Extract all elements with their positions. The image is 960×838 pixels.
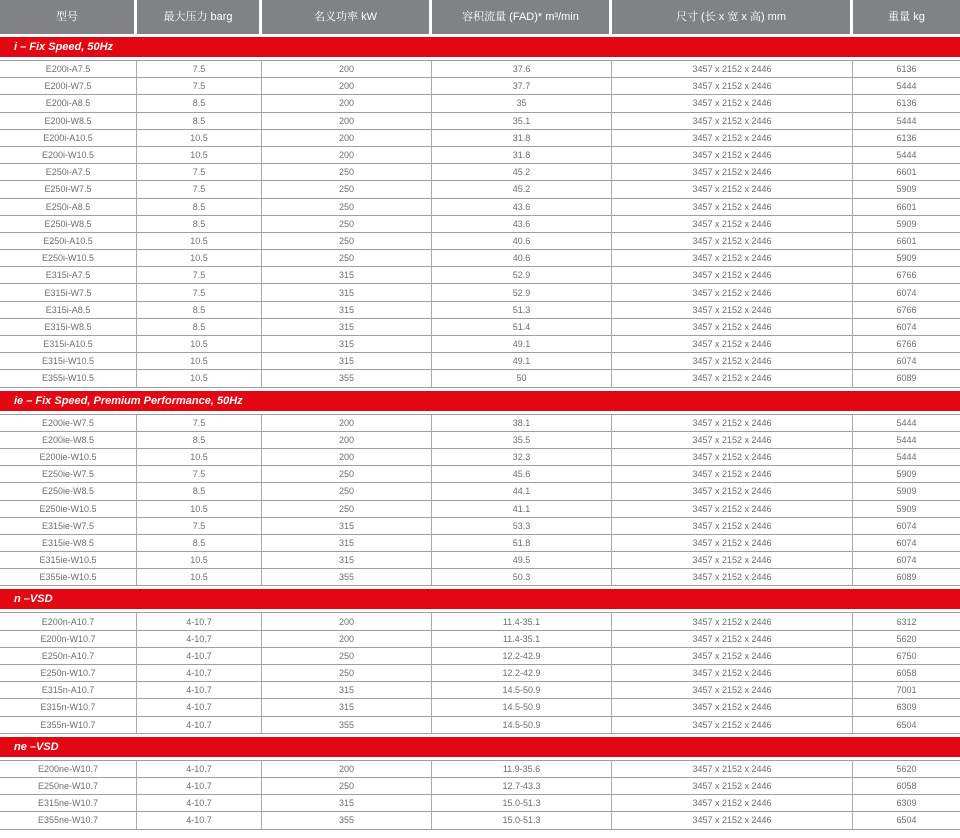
max-pressure-cell: 10.5: [137, 501, 262, 517]
nominal-power-cell: 250: [262, 250, 432, 266]
table-row: [0, 302, 960, 319]
dimensions-cell: 3457 x 2152 x 2446: [612, 267, 853, 283]
column-header-dimensions: 尺寸 (长 x 宽 x 高) mm: [612, 0, 853, 34]
model-cell: E355ne-W10.7: [0, 812, 137, 828]
weight-cell: 6136: [896, 98, 917, 109]
weight-cell: 5444: [896, 417, 917, 428]
max-pressure-cell: 10.5: [137, 552, 262, 568]
dimensions-cell: 3457 x 2152 x 2446: [612, 147, 853, 163]
table-row: [0, 250, 960, 267]
dimensions-cell: 3457 x 2152 x 2446: [612, 181, 853, 197]
max-pressure-cell: 10.5: [137, 233, 262, 249]
nominal-power-cell: 200: [262, 449, 432, 465]
model-cell: E315ie-W7.5: [0, 518, 137, 534]
weight-cell: 6766: [896, 339, 917, 350]
model-cell: E315i-A8.5: [0, 302, 137, 318]
model-cell: E250i-A7.5: [0, 164, 137, 180]
weight-cell: 6504: [896, 719, 917, 730]
nominal-power-cell: 315: [262, 284, 432, 300]
table-row: [0, 336, 960, 353]
fad-flow-cell: 37.6: [432, 61, 612, 77]
model-cell: E250ie-W8.5: [0, 483, 137, 499]
dimensions-cell: 3457 x 2152 x 2446: [612, 415, 853, 431]
fad-flow-cell: 50.3: [432, 569, 612, 585]
fad-flow-cell: 43.6: [432, 216, 612, 232]
model-cell: E355ie-W10.5: [0, 569, 137, 585]
nominal-power-cell: 250: [262, 199, 432, 215]
max-pressure-cell: 4-10.7: [137, 717, 262, 733]
weight-cell: 6601: [896, 167, 917, 178]
model-cell: E355n-W10.7: [0, 717, 137, 733]
max-pressure-cell: 10.5: [137, 336, 262, 352]
nominal-power-cell: 315: [262, 302, 432, 318]
weight-cell: 6074: [896, 321, 917, 332]
dimensions-cell: 3457 x 2152 x 2446: [612, 250, 853, 266]
weight-cell: 6601: [896, 235, 917, 246]
weight-cell: 6601: [896, 201, 917, 212]
fad-flow-cell: 37.7: [432, 78, 612, 94]
weight-cell: 5444: [896, 81, 917, 92]
section-header-band: n –VSD: [0, 589, 960, 609]
dimensions-cell: 3457 x 2152 x 2446: [612, 466, 853, 482]
dimensions-cell: 3457 x 2152 x 2446: [612, 199, 853, 215]
weight-cell: 6074: [896, 555, 917, 566]
weight-cell: 6136: [896, 64, 917, 75]
dimensions-cell: 3457 x 2152 x 2446: [612, 216, 853, 232]
max-pressure-cell: 8.5: [137, 302, 262, 318]
fad-flow-cell: 52.9: [432, 284, 612, 300]
fad-flow-cell: 51.8: [432, 535, 612, 551]
table-row: [0, 717, 960, 734]
nominal-power-cell: 315: [262, 682, 432, 698]
nominal-power-cell: 315: [262, 319, 432, 335]
fad-flow-cell: 32.3: [432, 449, 612, 465]
nominal-power-cell: 250: [262, 181, 432, 197]
max-pressure-cell: 7.5: [137, 61, 262, 77]
dimensions-cell: 3457 x 2152 x 2446: [612, 682, 853, 698]
table-row: [0, 164, 960, 181]
column-header-fad-flow: 容积流量 (FAD)* m³/min: [432, 0, 612, 34]
weight-cell: 5444: [896, 452, 917, 463]
fad-flow-cell: 14.5-50.9: [432, 682, 612, 698]
table-header-row: [0, 0, 960, 34]
table-row: [0, 432, 960, 449]
max-pressure-cell: 10.5: [137, 370, 262, 386]
dimensions-cell: 3457 x 2152 x 2446: [612, 812, 853, 828]
model-cell: E315i-W8.5: [0, 319, 137, 335]
weight-cell: 6058: [896, 668, 917, 679]
nominal-power-cell: 315: [262, 795, 432, 811]
model-cell: E200n-W10.7: [0, 631, 137, 647]
dimensions-cell: 3457 x 2152 x 2446: [612, 552, 853, 568]
dimensions-cell: 3457 x 2152 x 2446: [612, 569, 853, 585]
fad-flow-cell: 40.6: [432, 233, 612, 249]
model-cell: E250ne-W10.7: [0, 778, 137, 794]
weight-cell: 6766: [896, 304, 917, 315]
table-row: [0, 631, 960, 648]
dimensions-cell: 3457 x 2152 x 2446: [612, 336, 853, 352]
table-row: [0, 147, 960, 164]
weight-cell: 5444: [896, 150, 917, 161]
model-cell: E315i-A7.5: [0, 267, 137, 283]
model-cell: E315n-W10.7: [0, 699, 137, 715]
fad-flow-cell: 35.1: [432, 113, 612, 129]
dimensions-cell: 3457 x 2152 x 2446: [612, 449, 853, 465]
fad-flow-cell: 50: [432, 370, 612, 386]
nominal-power-cell: 250: [262, 216, 432, 232]
max-pressure-cell: 4-10.7: [137, 778, 262, 794]
section-header-band: ne –VSD: [0, 737, 960, 757]
max-pressure-cell: 8.5: [137, 199, 262, 215]
nominal-power-cell: 200: [262, 130, 432, 146]
dimensions-cell: 3457 x 2152 x 2446: [612, 613, 853, 629]
dimensions-cell: 3457 x 2152 x 2446: [612, 648, 853, 664]
nominal-power-cell: 315: [262, 535, 432, 551]
nominal-power-cell: 250: [262, 665, 432, 681]
max-pressure-cell: 7.5: [137, 518, 262, 534]
model-cell: E200i-A7.5: [0, 61, 137, 77]
table-row: [0, 415, 960, 432]
table-row: [0, 682, 960, 699]
model-cell: E200ne-W10.7: [0, 761, 137, 777]
column-header-max-pressure: 最大压力 barg: [137, 0, 262, 34]
max-pressure-cell: 7.5: [137, 267, 262, 283]
model-cell: E315i-W10.5: [0, 353, 137, 369]
max-pressure-cell: 10.5: [137, 147, 262, 163]
max-pressure-cell: 4-10.7: [137, 665, 262, 681]
nominal-power-cell: 200: [262, 761, 432, 777]
bottom-spacer: [0, 830, 960, 838]
table-row: [0, 284, 960, 301]
model-cell: E315i-A10.5: [0, 336, 137, 352]
nominal-power-cell: 315: [262, 552, 432, 568]
max-pressure-cell: 7.5: [137, 466, 262, 482]
max-pressure-cell: 4-10.7: [137, 699, 262, 715]
nominal-power-cell: 200: [262, 415, 432, 431]
nominal-power-cell: 315: [262, 336, 432, 352]
model-cell: E200i-W7.5: [0, 78, 137, 94]
weight-cell: 6074: [896, 356, 917, 367]
fad-flow-cell: 11.4-35.1: [432, 613, 612, 629]
max-pressure-cell: 4-10.7: [137, 682, 262, 698]
weight-cell: 7001: [896, 685, 917, 696]
nominal-power-cell: 250: [262, 233, 432, 249]
model-cell: E200ie-W8.5: [0, 432, 137, 448]
table-row: [0, 199, 960, 216]
fad-flow-cell: 31.8: [432, 130, 612, 146]
fad-flow-cell: 43.6: [432, 199, 612, 215]
fad-flow-cell: 41.1: [432, 501, 612, 517]
table-row: [0, 449, 960, 466]
dimensions-cell: 3457 x 2152 x 2446: [612, 130, 853, 146]
nominal-power-cell: 250: [262, 778, 432, 794]
max-pressure-cell: 7.5: [137, 164, 262, 180]
table-row: [0, 130, 960, 147]
fad-flow-cell: 12.7-43.3: [432, 778, 612, 794]
table-row: [0, 518, 960, 535]
model-cell: E250n-A10.7: [0, 648, 137, 664]
fad-flow-cell: 11.4-35.1: [432, 631, 612, 647]
dimensions-cell: 3457 x 2152 x 2446: [612, 233, 853, 249]
dimensions-cell: 3457 x 2152 x 2446: [612, 483, 853, 499]
nominal-power-cell: 200: [262, 432, 432, 448]
model-cell: E200i-A10.5: [0, 130, 137, 146]
model-cell: E250i-W7.5: [0, 181, 137, 197]
table-row: [0, 216, 960, 233]
nominal-power-cell: 200: [262, 78, 432, 94]
section-rows: [0, 760, 960, 830]
max-pressure-cell: 8.5: [137, 95, 262, 111]
table-row: [0, 319, 960, 336]
max-pressure-cell: 7.5: [137, 78, 262, 94]
column-header-model: 型号: [0, 0, 137, 34]
fad-flow-cell: 15.0-51.3: [432, 795, 612, 811]
dimensions-cell: 3457 x 2152 x 2446: [612, 501, 853, 517]
table-row: [0, 665, 960, 682]
max-pressure-cell: 8.5: [137, 113, 262, 129]
fad-flow-cell: 14.5-50.9: [432, 717, 612, 733]
fad-flow-cell: 53.3: [432, 518, 612, 534]
weight-cell: 5909: [896, 253, 917, 264]
fad-flow-cell: 49.5: [432, 552, 612, 568]
fad-flow-cell: 49.1: [432, 353, 612, 369]
table-row: [0, 113, 960, 130]
dimensions-cell: 3457 x 2152 x 2446: [612, 535, 853, 551]
nominal-power-cell: 250: [262, 648, 432, 664]
table-row: [0, 61, 960, 78]
dimensions-cell: 3457 x 2152 x 2446: [612, 319, 853, 335]
nominal-power-cell: 315: [262, 353, 432, 369]
section-rows: [0, 612, 960, 733]
fad-flow-cell: 52.9: [432, 267, 612, 283]
model-cell: E250ie-W10.5: [0, 501, 137, 517]
model-cell: E250ie-W7.5: [0, 466, 137, 482]
weight-cell: 5620: [896, 763, 917, 774]
weight-cell: 5444: [896, 115, 917, 126]
table-row: [0, 267, 960, 284]
model-cell: E200ie-W7.5: [0, 415, 137, 431]
nominal-power-cell: 250: [262, 164, 432, 180]
dimensions-cell: 3457 x 2152 x 2446: [612, 665, 853, 681]
table-row: [0, 795, 960, 812]
weight-cell: 6074: [896, 520, 917, 531]
max-pressure-cell: 4-10.7: [137, 761, 262, 777]
weight-cell: 5909: [896, 486, 917, 497]
model-cell: E200n-A10.7: [0, 613, 137, 629]
model-cell: E200i-W10.5: [0, 147, 137, 163]
nominal-power-cell: 200: [262, 61, 432, 77]
weight-cell: 6089: [896, 572, 917, 583]
table-row: [0, 95, 960, 112]
max-pressure-cell: 7.5: [137, 415, 262, 431]
model-cell: E250i-W8.5: [0, 216, 137, 232]
nominal-power-cell: 200: [262, 631, 432, 647]
max-pressure-cell: 7.5: [137, 284, 262, 300]
fad-flow-cell: 15.0-51.3: [432, 812, 612, 828]
weight-cell: 6074: [896, 287, 917, 298]
nominal-power-cell: 250: [262, 483, 432, 499]
dimensions-cell: 3457 x 2152 x 2446: [612, 761, 853, 777]
model-cell: E250i-A8.5: [0, 199, 137, 215]
model-cell: E315ie-W10.5: [0, 552, 137, 568]
dimensions-cell: 3457 x 2152 x 2446: [612, 353, 853, 369]
fad-flow-cell: 38.1: [432, 415, 612, 431]
nominal-power-cell: 200: [262, 113, 432, 129]
fad-flow-cell: 44.1: [432, 483, 612, 499]
dimensions-cell: 3457 x 2152 x 2446: [612, 113, 853, 129]
fad-flow-cell: 31.8: [432, 147, 612, 163]
model-cell: E355i-W10.5: [0, 370, 137, 386]
dimensions-cell: 3457 x 2152 x 2446: [612, 699, 853, 715]
weight-cell: 5909: [896, 469, 917, 480]
max-pressure-cell: 10.5: [137, 250, 262, 266]
nominal-power-cell: 200: [262, 613, 432, 629]
table-row: [0, 552, 960, 569]
table-row: [0, 353, 960, 370]
table-row: [0, 699, 960, 716]
max-pressure-cell: 4-10.7: [137, 795, 262, 811]
fad-flow-cell: 45.2: [432, 181, 612, 197]
section-rows: [0, 414, 960, 587]
weight-cell: 6074: [896, 537, 917, 548]
section-header-band: i – Fix Speed, 50Hz: [0, 37, 960, 57]
model-cell: E200i-A8.5: [0, 95, 137, 111]
fad-flow-cell: 40.6: [432, 250, 612, 266]
table-row: [0, 233, 960, 250]
max-pressure-cell: 8.5: [137, 535, 262, 551]
model-cell: E315ie-W8.5: [0, 535, 137, 551]
section-header-band: ie – Fix Speed, Premium Performance, 50Hz: [0, 391, 960, 411]
nominal-power-cell: 200: [262, 147, 432, 163]
max-pressure-cell: 10.5: [137, 353, 262, 369]
table-row: [0, 501, 960, 518]
table-row: [0, 613, 960, 630]
model-cell: E250i-A10.5: [0, 233, 137, 249]
table-row: [0, 466, 960, 483]
fad-flow-cell: 14.5-50.9: [432, 699, 612, 715]
max-pressure-cell: 8.5: [137, 319, 262, 335]
weight-cell: 6312: [896, 616, 917, 627]
table-row: [0, 569, 960, 586]
weight-cell: 6309: [896, 702, 917, 713]
max-pressure-cell: 8.5: [137, 216, 262, 232]
dimensions-cell: 3457 x 2152 x 2446: [612, 61, 853, 77]
section-rows: [0, 60, 960, 388]
column-header-nominal-power: 名义功率 kW: [262, 0, 432, 34]
nominal-power-cell: 355: [262, 569, 432, 585]
table-row: [0, 483, 960, 500]
fad-flow-cell: 51.4: [432, 319, 612, 335]
weight-cell: 5909: [896, 503, 917, 514]
weight-cell: 6504: [896, 815, 917, 826]
weight-cell: 5909: [896, 184, 917, 195]
table-row: [0, 812, 960, 829]
column-header-weight: 重量 kg: [853, 0, 960, 34]
table-row: [0, 181, 960, 198]
model-cell: E250n-W10.7: [0, 665, 137, 681]
nominal-power-cell: 355: [262, 370, 432, 386]
nominal-power-cell: 250: [262, 466, 432, 482]
dimensions-cell: 3457 x 2152 x 2446: [612, 432, 853, 448]
fad-flow-cell: 12.2-42.9: [432, 665, 612, 681]
dimensions-cell: 3457 x 2152 x 2446: [612, 78, 853, 94]
table-row: [0, 778, 960, 795]
weight-cell: 5444: [896, 434, 917, 445]
model-cell: E315ne-W10.7: [0, 795, 137, 811]
model-cell: E250i-W10.5: [0, 250, 137, 266]
dimensions-cell: 3457 x 2152 x 2446: [612, 631, 853, 647]
model-cell: E200ie-W10.5: [0, 449, 137, 465]
max-pressure-cell: 4-10.7: [137, 812, 262, 828]
weight-cell: 6089: [896, 373, 917, 384]
max-pressure-cell: 4-10.7: [137, 613, 262, 629]
max-pressure-cell: 8.5: [137, 483, 262, 499]
table-row: [0, 535, 960, 552]
max-pressure-cell: 7.5: [137, 181, 262, 197]
weight-cell: 6766: [896, 270, 917, 281]
max-pressure-cell: 10.5: [137, 569, 262, 585]
dimensions-cell: 3457 x 2152 x 2446: [612, 717, 853, 733]
dimensions-cell: 3457 x 2152 x 2446: [612, 95, 853, 111]
fad-flow-cell: 45.2: [432, 164, 612, 180]
fad-flow-cell: 45.6: [432, 466, 612, 482]
model-cell: E315i-W7.5: [0, 284, 137, 300]
max-pressure-cell: 4-10.7: [137, 648, 262, 664]
model-cell: E200i-W8.5: [0, 113, 137, 129]
weight-cell: 5909: [896, 218, 917, 229]
weight-cell: 6750: [896, 650, 917, 661]
table-row: [0, 78, 960, 95]
dimensions-cell: 3457 x 2152 x 2446: [612, 302, 853, 318]
max-pressure-cell: 10.5: [137, 130, 262, 146]
nominal-power-cell: 315: [262, 699, 432, 715]
dimensions-cell: 3457 x 2152 x 2446: [612, 518, 853, 534]
table-body: [0, 37, 960, 830]
table-row: [0, 370, 960, 387]
weight-cell: 5620: [896, 633, 917, 644]
fad-flow-cell: 49.1: [432, 336, 612, 352]
nominal-power-cell: 250: [262, 501, 432, 517]
table-row: [0, 761, 960, 778]
fad-flow-cell: 35.5: [432, 432, 612, 448]
nominal-power-cell: 355: [262, 717, 432, 733]
fad-flow-cell: 12.2-42.9: [432, 648, 612, 664]
weight-cell: 6136: [896, 132, 917, 143]
fad-flow-cell: 51.3: [432, 302, 612, 318]
max-pressure-cell: 10.5: [137, 449, 262, 465]
weight-cell: 6058: [896, 781, 917, 792]
nominal-power-cell: 200: [262, 95, 432, 111]
fad-flow-cell: 35: [432, 95, 612, 111]
nominal-power-cell: 315: [262, 518, 432, 534]
model-cell: E315n-A10.7: [0, 682, 137, 698]
weight-cell: 6309: [896, 798, 917, 809]
dimensions-cell: 3457 x 2152 x 2446: [612, 795, 853, 811]
max-pressure-cell: 8.5: [137, 432, 262, 448]
table-row: [0, 648, 960, 665]
dimensions-cell: 3457 x 2152 x 2446: [612, 778, 853, 794]
nominal-power-cell: 315: [262, 267, 432, 283]
dimensions-cell: 3457 x 2152 x 2446: [612, 284, 853, 300]
max-pressure-cell: 4-10.7: [137, 631, 262, 647]
fad-flow-cell: 11.9-35.6: [432, 761, 612, 777]
nominal-power-cell: 355: [262, 812, 432, 828]
dimensions-cell: 3457 x 2152 x 2446: [612, 164, 853, 180]
dimensions-cell: 3457 x 2152 x 2446: [612, 370, 853, 386]
